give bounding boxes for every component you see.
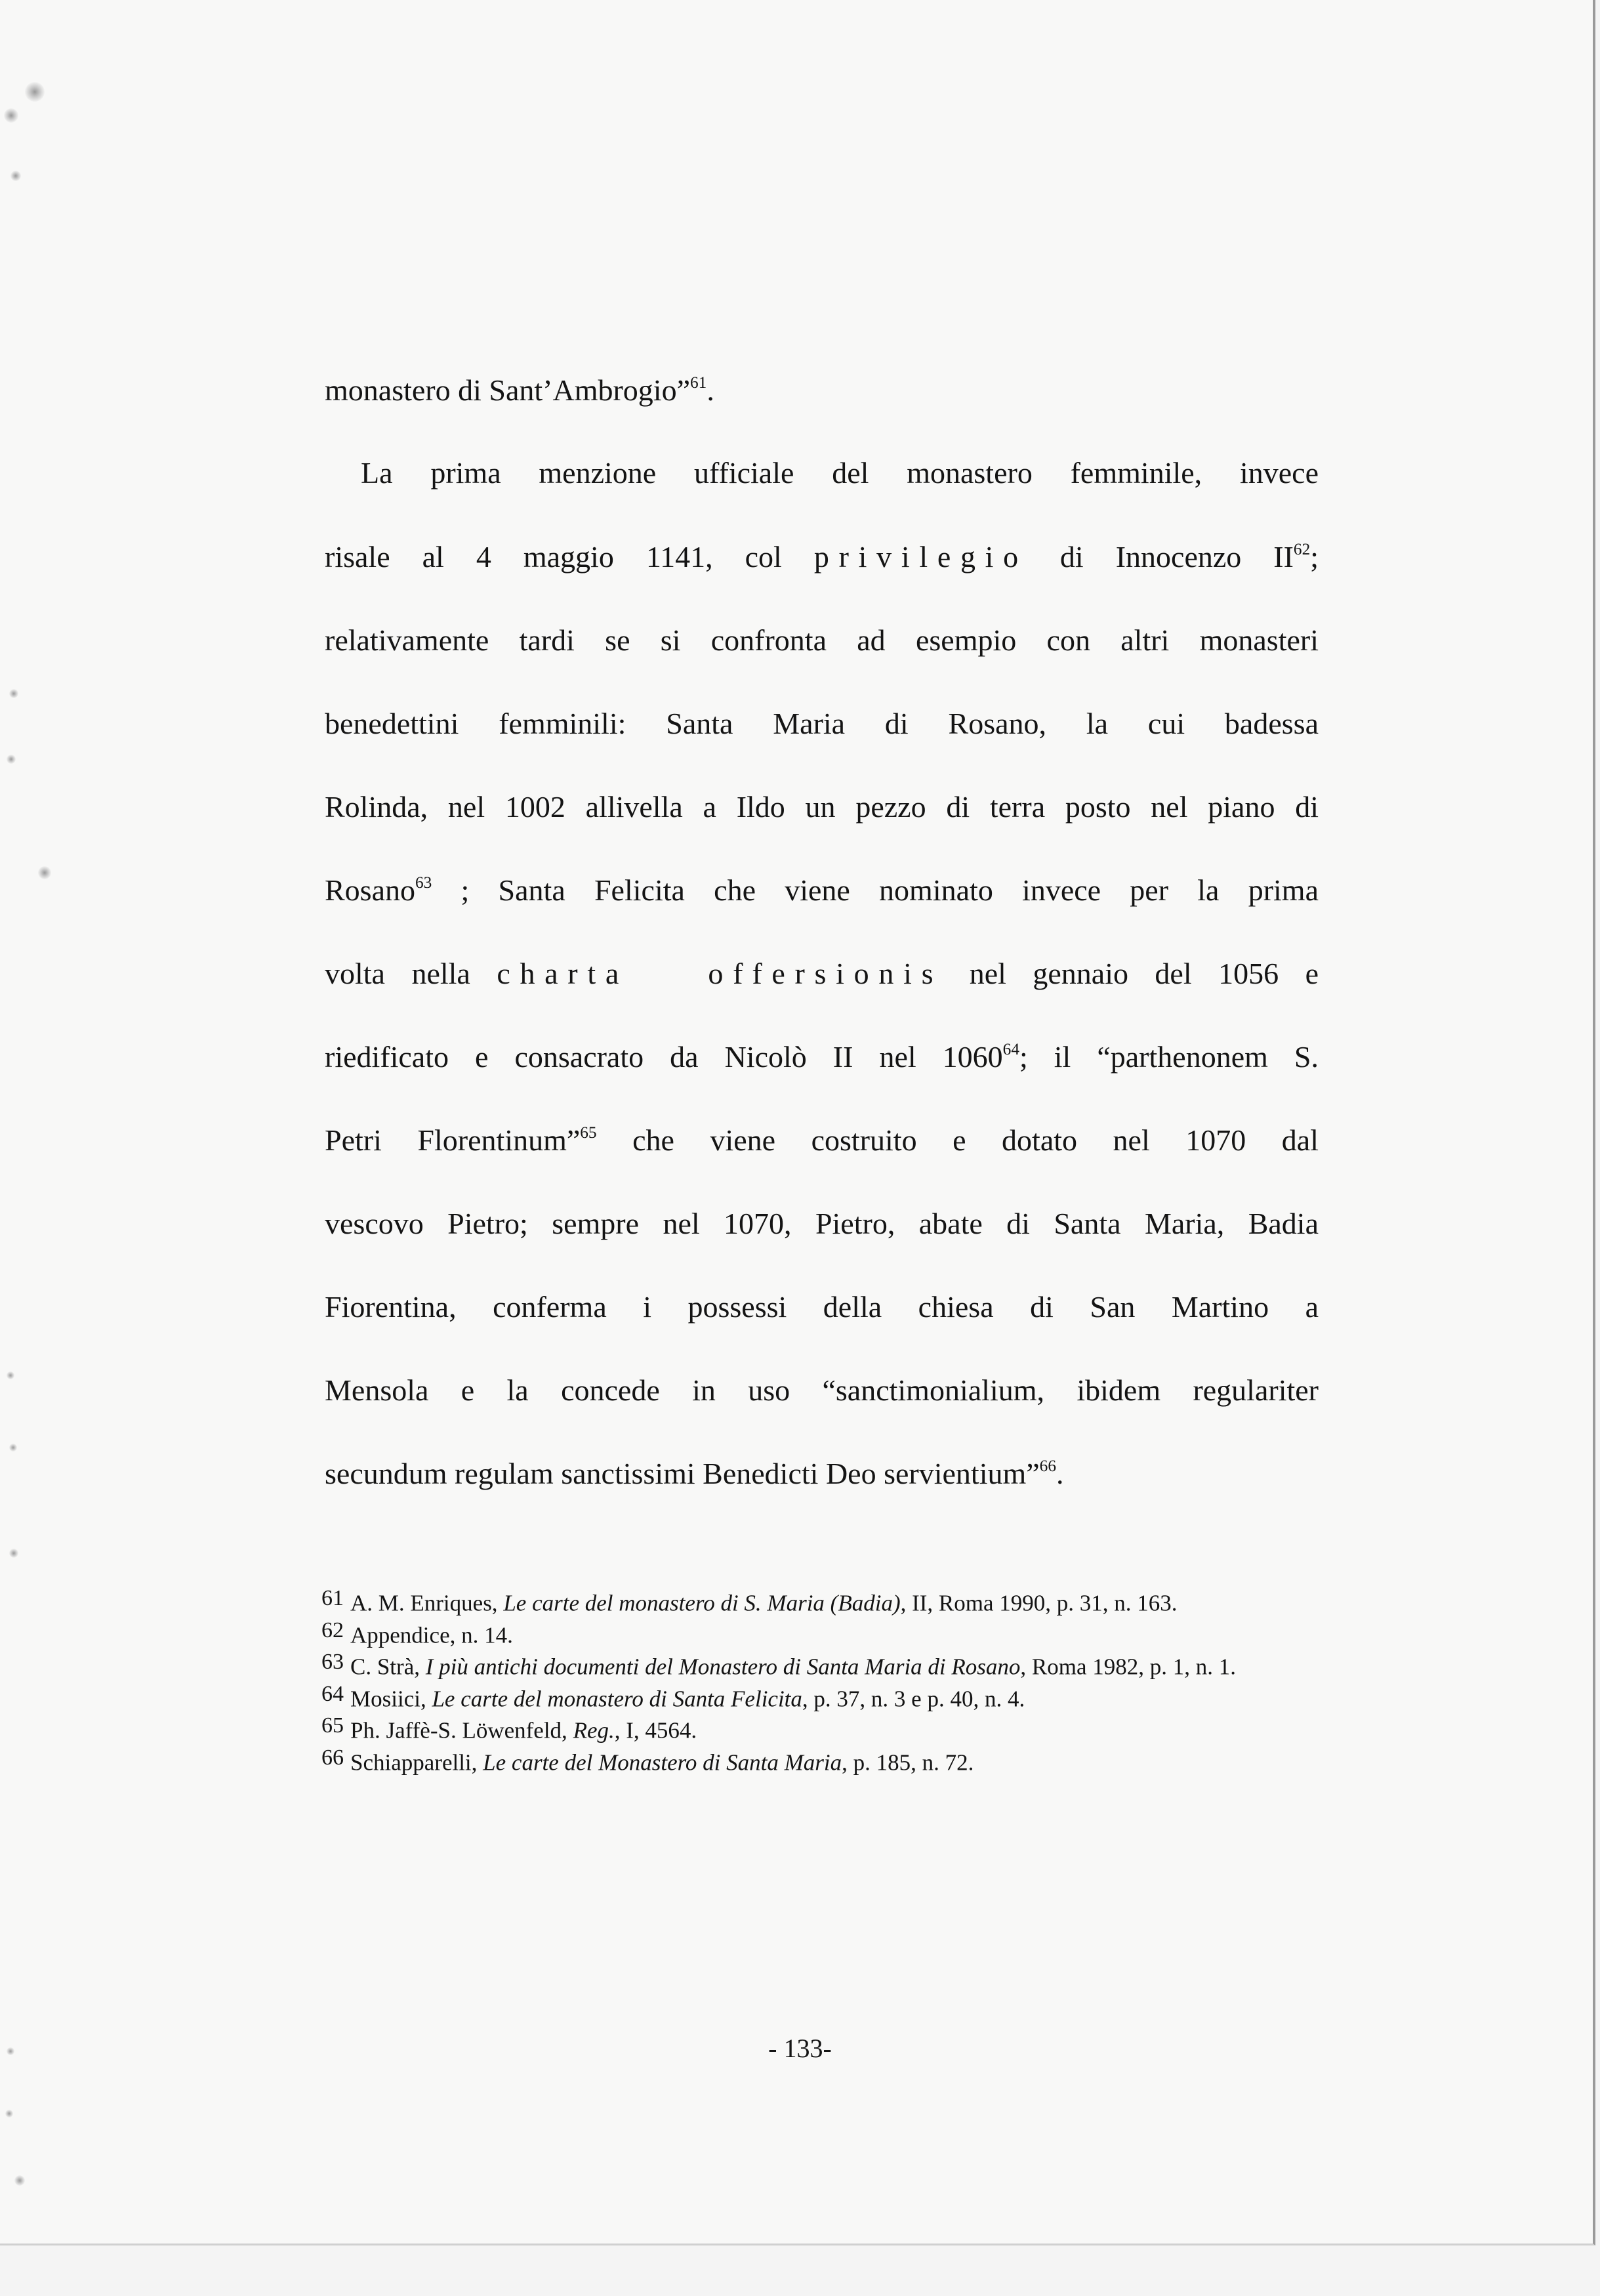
line-text: volta nella	[325, 957, 497, 990]
footnote-number: 66	[321, 1745, 344, 1770]
footnote-number: 62	[321, 1618, 344, 1642]
line-text: benedettini femminili: Santa Maria di Rosano, la cui badessa	[325, 707, 1319, 740]
page-number: - 133-	[768, 2034, 832, 2063]
line-text: ; Santa Felicita che viene nominato invece per la prima	[432, 873, 1319, 907]
text-line	[325, 455, 1319, 491]
text-line	[325, 872, 1319, 909]
text-line	[325, 622, 1319, 659]
scan-artifact	[9, 1444, 17, 1451]
text-line	[325, 955, 1319, 992]
footnote-text: Ph. Jaffè-S. Löwenfeld,	[350, 1717, 573, 1743]
footnote-text: , p. 37, n. 3 e p. 40, n. 4.	[802, 1686, 1025, 1711]
line-text: Rolinda, nel 1002 allivella a Ildo un pezzo di terra posto nel piano di	[325, 790, 1319, 824]
footnote-number: 63	[321, 1650, 344, 1674]
footnote-title: Le carte del Monastero di Santa Maria	[483, 1749, 842, 1775]
text-line	[325, 1372, 1319, 1409]
spaced-term: offersionis	[708, 957, 943, 990]
footnote-text: , II, Roma 1990, p. 31, n. 163.	[900, 1590, 1178, 1616]
scan-artifact	[9, 689, 18, 698]
footnote-66	[321, 1744, 1319, 1776]
footnote-title: Le carte del monastero di S. Maria (Badia)	[503, 1590, 901, 1616]
line-text: Fiorentina, conferma i possessi della chiesa di San Martino a	[325, 1290, 1319, 1324]
text-line	[325, 1205, 1319, 1242]
text-line	[325, 1289, 1319, 1325]
footnote-text: Mosiici,	[350, 1686, 432, 1711]
line-text: relativamente tardi se si confronta ad esempio con altri monasteri	[325, 623, 1319, 657]
footnote-number: 64	[321, 1681, 344, 1706]
line-text: di Innocenzo II	[1027, 540, 1294, 574]
line-text: .	[1056, 1457, 1064, 1490]
footnote-number: 65	[321, 1713, 344, 1738]
line-text: Petri Florentinum”	[325, 1123, 581, 1157]
line-text: secundum regulam sanctissimi Benedicti Deo servientium”	[325, 1457, 1040, 1490]
footnote-title: Le carte del monastero di Santa Felicita	[432, 1686, 802, 1711]
footnote-text: , p. 185, n. 72.	[842, 1749, 974, 1775]
line-text: La prima menzione ufficiale del monastero femminile, invece	[361, 456, 1319, 490]
line-text: vescovo Pietro; sempre nel 1070, Pietro, abate di Santa Maria, Badia	[325, 1207, 1319, 1240]
footnotes	[321, 1585, 1319, 1776]
scan-artifact	[4, 108, 18, 123]
footnote-number: 61	[321, 1586, 344, 1610]
line-text: .	[707, 373, 714, 407]
footnote-ref[interactable]: 64	[1002, 1040, 1019, 1059]
footnote-ref[interactable]: 66	[1039, 1457, 1056, 1476]
scan-artifact	[7, 1371, 14, 1379]
line-text: riedificato e consacrato da Nicolò II nel 1060	[325, 1040, 1003, 1074]
footnote-text: Appendice, n. 14.	[350, 1622, 513, 1648]
scan-artifact	[7, 755, 16, 764]
line-text: che viene costruito e dotato nel 1070 dal	[596, 1123, 1319, 1157]
text-line	[325, 1122, 1319, 1159]
footnote-ref[interactable]: 62	[1293, 540, 1311, 559]
scan-artifact	[9, 1549, 18, 1558]
footnote-62	[321, 1617, 1319, 1649]
line-text: risale al 4 maggio 1141, col	[325, 540, 814, 574]
scan-artifact	[25, 82, 45, 102]
text-line	[325, 705, 1319, 742]
footnote-title: Reg.	[573, 1717, 615, 1743]
line-text: Rosano	[325, 873, 415, 907]
text-line	[325, 1455, 1319, 1492]
line-text: ; il “parthenonem S.	[1019, 1040, 1319, 1074]
line-text: nel gennaio del 1056 e	[943, 957, 1319, 990]
footnote-text: , I, 4564.	[614, 1717, 697, 1743]
footnote-63	[321, 1648, 1319, 1680]
spaced-term: charta	[497, 957, 628, 990]
spaced-term: privilegio	[813, 540, 1028, 574]
footnote-text: A. M. Enriques,	[350, 1590, 504, 1616]
text-line	[325, 539, 1319, 575]
footnote-text: C. Strà,	[350, 1654, 426, 1680]
footnote-title: I più antichi documenti del Monastero di Santa Maria di Rosano	[425, 1654, 1021, 1680]
scan-artifact	[5, 2110, 13, 2118]
footnote-ref[interactable]: 63	[415, 873, 432, 892]
scan-artifact	[38, 866, 51, 879]
footnote-text: , Roma 1982, p. 1, n. 1.	[1020, 1654, 1237, 1680]
footnote-64	[321, 1680, 1319, 1713]
footnote-ref[interactable]: 61	[690, 373, 707, 392]
text-line	[325, 372, 1319, 409]
footnote-65	[321, 1712, 1319, 1744]
line-text: Mensola e la concede in uso “sanctimonialium, ibidem regulariter	[325, 1373, 1319, 1407]
text-line	[325, 789, 1319, 825]
line-text: ;	[1310, 540, 1319, 574]
scan-artifact	[10, 171, 21, 181]
text-line	[325, 1039, 1319, 1075]
footnote-text: Schiapparelli,	[350, 1749, 483, 1775]
scan-artifact	[14, 2175, 25, 2186]
line-text: monastero di Sant’Ambrogio”	[325, 373, 691, 407]
footnote-ref[interactable]: 65	[580, 1123, 597, 1142]
footnote-61	[321, 1585, 1319, 1617]
